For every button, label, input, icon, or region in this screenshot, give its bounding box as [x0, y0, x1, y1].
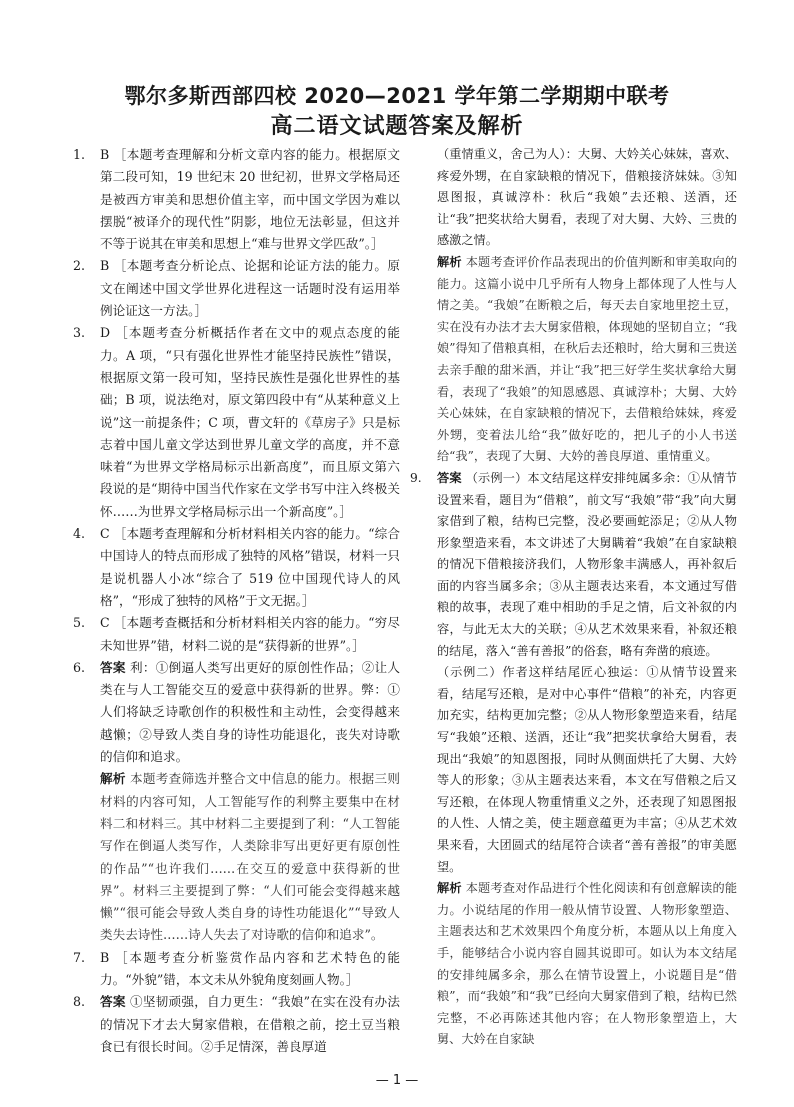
answer-text: ［本题考查分析鉴赏作品内容和艺术特色的能力。“外貌”错，本文未从外貌角度刻画人物。］ — [100, 949, 400, 987]
page-subtitle: 高二语文试题答案及解析 — [270, 114, 524, 139]
page-number: — 1 — — [375, 1073, 419, 1088]
answer-text: ［本题考查分析概括作者在文中的观点态度的能力。A 项，“只有强化世界性才能坚持民族性”错误，根据原文第一段可知，坚持民族性是强化世界性的基础；B 项，说法绝对，原文第四段中有“从某种意义上说”这一前提条件；C 项，曹文轩的《草房子》只是标志着中国儿童文学达到世界儿童文学的高度，并不意味着“为世界文学格局标示出新高度”，而且原文第六段说的是“期待中国当代作家在文学书写中注入终极关怀……为世界文学格局标示出一个新高度”。］ — [100, 325, 400, 519]
page-title: 鄂尔多斯西部四校 2020—2021 学年第二学期期中联考 — [124, 84, 670, 108]
left-column — [73, 144, 400, 1058]
answer-lead: C — [100, 526, 110, 542]
analysis-text: 本题考查对作品进行个性化阅读和有创意解读的能力。小说结尾的作用一般从情节设置、人物形象塑造、主题表达和艺术效果四个角度分析，本题从以上角度入手，能够结合小说内容自圆其说即可。如认为本文结尾的安排纯属多余，那么在情节设置上，小说题目是“借粮”，而“我娘”和“我”已经向大舅家借到了粮，结构已然完整，不必再陈述其他内容；在人物形象塑造上，大舅、大妗在自家缺 — [437, 881, 738, 1047]
answer-lead: B — [100, 147, 110, 162]
question-number: 3. — [73, 325, 86, 341]
answer-lead: C — [100, 615, 110, 631]
question-number: 8. — [73, 994, 86, 1010]
answer-lead: 解析 — [100, 771, 126, 787]
answer-item — [73, 322, 400, 523]
answer-lead: 答案 — [437, 470, 462, 485]
answer-item — [73, 657, 400, 768]
analysis-block — [410, 252, 737, 468]
answer-text: 本题考查筛选并整合文中信息的能力。根据三则材料的内容可知，人工智能写作的利弊主要集中在材料二和材料三。其中材料二主要提到了利：“人工智能写作在倒逼人类写作，人类除非写出更好更有原创性的作品”“也许我们……在交互的爱意中获得新的世界”。材料三主要提到了弊：“人们可能会变得越来越懒”“很可能会导致人类自身的诗性功能退化”“导致人类失去诗性……诗人失去了对诗歌的信仰和追求”。 — [100, 771, 401, 943]
right-column — [410, 144, 737, 1051]
answer-item — [73, 255, 400, 322]
question-number: 6. — [73, 659, 86, 675]
answer-text: （示例一）本文结尾这样安排纯属多余：①从情节设置来看，题目为“借粮”，前文写“我娘”带“我”向大舅家借到了粮，结构已完整，没必要画蛇添足；②从人物形象塑造来看，本文讲述了大舅瞒着“我娘”在自家缺粮的情况下借粮接济我们，人物形象丰满感人，再补叙后面的内容当属多余；③从主题表达来看，本文通过写借粮的故事，表现了难中相助的手足之情，后文补叙的内容，与此无太大的关联；④从艺术效果来看，补叙还粮的结尾，落入“善有善报”的俗套，略有奔凿的痕迹。 — [437, 470, 738, 658]
answer-text: ［本题考查理解和分析材料相关内容的能力。“综合中国诗人的特点而形成了独特的风格”错误，材料一只是说机器人小冰“综合了 519 位中国现代诗人的风格”，“形成了独特的风格”于文无据。］ — [100, 526, 400, 608]
answer-lead: 答案 — [100, 659, 126, 675]
answer-item — [73, 144, 400, 255]
answer-text: ［本题考查概括和分析材料相关内容的能力。“穷尽未知世界”错，材料二说的是“获得新的世界”。］ — [100, 615, 400, 653]
analysis-lead: 解析 — [437, 254, 462, 269]
answer-item — [73, 523, 400, 612]
question-number: 1. — [73, 147, 86, 162]
question-number: 2. — [73, 258, 86, 274]
answer-item — [73, 947, 400, 992]
answer-lead: B — [100, 949, 110, 965]
question-number: 4. — [73, 526, 86, 542]
question-number: 5. — [73, 615, 86, 631]
analysis-text: 本题考查评价作品表现出的价值判断和审美取向的能力。这篇小说中几乎所有人物身上都体现了人性与人情之美。“我娘”在断粮之后，每天去自家地里挖土豆，实在没有办法才去大舅家借粮，体现她的坚韧自立；“我娘”得知了借粮真相，在秋后去还粮时，给大舅和三贵送去亲手酿的甜米酒，并让“我”把三好学生奖状拿给大舅看，表现了“我娘”的知恩感恩、真诚淳朴；大舅、大妗关心妹妹，在自家缺粮的情况下，去借粮给妹妹，疼爱外甥，变着法儿给“我”做好吃的，把儿子的小人书送给“我”，表现了大舅、大妗的善良厚道、重情重义。 — [437, 254, 738, 464]
answer-text: ［本题考查分析论点、论据和论证方法的能力。原文在阐述中国文学世界化进程这一话题时没有运用举例论证这一方法。］ — [100, 258, 400, 319]
answer-text: （重情重义，舍己为人）：大舅、大妗关心妹妹，喜欢、疼爱外甥，在自家缺粮的情况下，借粮接济妹妹。③知恩图报，真诚淳朴：秋后“我娘”去还粮、送酒，还让“我”把奖状给大舅看，表现了对大舅、大妗、三贵的感激之情。 — [437, 147, 737, 248]
answer-item — [410, 468, 737, 662]
question-number: 9. — [410, 470, 422, 485]
answer-lead: 答案 — [100, 994, 126, 1010]
answer-item — [73, 991, 400, 1058]
answer-text: （示例二）作者这样结尾匠心独运：①从情节设置来看，结尾写还粮，是对中心事件“借粮”的补充，内容更加充实，结构更加完整；②从人物形象塑造来看，结尾写“我娘”还粮、送酒，还让“我”把奖状拿给大舅看，表现出“我娘”的知恩图报，同时从侧面烘托了大舅、大妗等人的形象；③从主题表达来看，本文在写借粮之后又写还粮，在体现人物重情重义之外，还表现了知恩图报的人性、人情之美，使主题意蕴更为丰富；④从艺术效果来看，大团圆式的结尾符合读者“善有善报”的审美愿望。 — [437, 665, 737, 874]
answer-lead: D — [100, 325, 111, 341]
analysis-lead: 解析 — [437, 881, 462, 896]
answer-text: 利：①倒逼人类写出更好的原创性作品；②让人类在与人工智能交互的爱意中获得新的世界。弊：①人们将缺乏诗歌创作的积极性和主动性，会变得越来越懒；②导致人类自身的诗性功能退化，丧失对诗歌的信仰和追求。 — [100, 659, 401, 765]
answer-item — [73, 612, 400, 657]
answer-text: ［本题考查理解和分析文章内容的能力。根据原文第二段可知，19 世纪末 20 世纪初，世界文学格局还是被西方审美和思想价值主宰，而中国文学因为难以摆脱“被译介的现代性”阴影，地位无法彰显，但这并不等于说其在审美和思想上“难与世界文学匹敌”。］ — [100, 147, 400, 252]
analysis-block — [410, 878, 737, 1051]
answer-continuation — [410, 144, 737, 252]
answer-item — [73, 768, 400, 946]
answer-continuation — [410, 662, 737, 878]
question-number: 7. — [73, 949, 86, 965]
answer-lead: B — [100, 258, 110, 274]
answer-text: ①坚韧顽强，自力更生：“我娘”在实在没有办法的情况下才去大舅家借粮，在借粮之前，挖土豆当粮食已有很长时间。②手足情深，善良厚道 — [100, 994, 400, 1054]
